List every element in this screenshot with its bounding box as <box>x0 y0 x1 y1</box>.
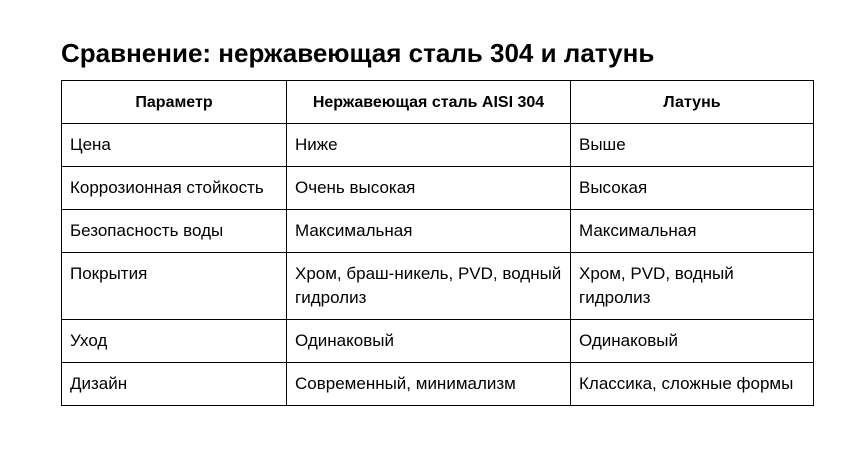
table-row <box>62 320 814 363</box>
table-cell-brass: Классика, сложные формы <box>571 363 814 406</box>
table-cell-brass: Выше <box>571 124 814 167</box>
table-cell-parameter: Дизайн <box>62 363 287 406</box>
table-row <box>62 167 814 210</box>
table-cell-stainless-steel: Максимальная <box>287 210 571 253</box>
table-cell-stainless-steel: Одинаковый <box>287 320 571 363</box>
table-cell-stainless-steel: Хром, браш-никель, PVD, водный гидролиз <box>287 253 571 320</box>
table-cell-brass: Максимальная <box>571 210 814 253</box>
table-cell-parameter: Безопасность воды <box>62 210 287 253</box>
column-header-stainless-steel: Нержавеющая сталь AISI 304 <box>287 81 571 124</box>
page-title: Сравнение: нержавеющая сталь 304 и латунь <box>61 38 655 68</box>
column-header-parameter: Параметр <box>62 81 287 124</box>
table-row <box>62 210 814 253</box>
column-header-brass: Латунь <box>571 81 814 124</box>
comparison-table <box>61 80 814 406</box>
table-row <box>62 124 814 167</box>
table-cell-parameter: Уход <box>62 320 287 363</box>
table-cell-parameter: Коррозионная стойкость <box>62 167 287 210</box>
table-cell-brass: Одинаковый <box>571 320 814 363</box>
table-cell-parameter: Покрытия <box>62 253 287 320</box>
table-row <box>62 363 814 406</box>
table-cell-brass: Хром, PVD, водный гидролиз <box>571 253 814 320</box>
table-cell-stainless-steel: Очень высокая <box>287 167 571 210</box>
table-cell-parameter: Цена <box>62 124 287 167</box>
table-cell-stainless-steel: Ниже <box>287 124 571 167</box>
table-row <box>62 253 814 320</box>
table-header-row <box>62 81 814 124</box>
table-cell-stainless-steel: Современный, минимализм <box>287 363 571 406</box>
table-cell-brass: Высокая <box>571 167 814 210</box>
